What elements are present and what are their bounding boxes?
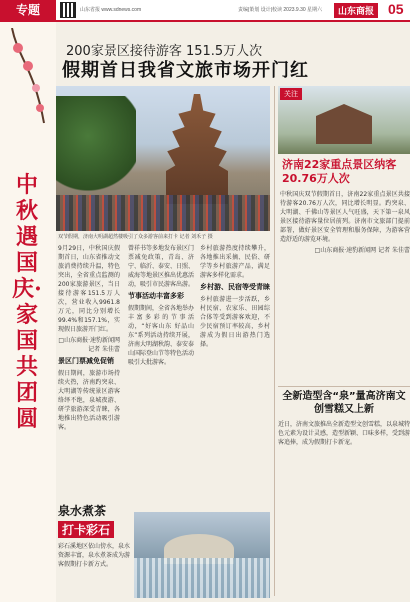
sidebar-divider <box>278 386 410 387</box>
sidebar-byline: □山东商报·速豹新闻网 记者 朱佳蕾 <box>314 247 410 254</box>
article-byline: □山东商报·速豹新闻网 记者 朱佳蕾 <box>58 337 120 353</box>
sidebar-paragraph: 中秋国庆双节假期首日，济南22家重点景区共接待游客20.76万人次，同比增长明显。趵突泉、大明湖、千佛山等景区人气旺盛，天下第一泉风景区接待游客量位居前列。济南市文旅部门提前部署，做好景区安全管理和服务保障，为游客营造舒适的游览环境。 <box>280 191 410 243</box>
left-decor-column <box>0 22 56 602</box>
sidebar-photo <box>278 86 410 154</box>
qr-code-icon <box>60 2 76 18</box>
lead-photo <box>56 86 270 231</box>
plum-blossom-icon <box>4 28 52 128</box>
lead-photo-caption: 双节假期，济南大明湖超然楼吸引了众多游客前来打卡 记者 刘禾子 摄 <box>58 234 213 240</box>
column-divider <box>274 86 275 596</box>
headline-main: 假期首日我省文旅市场开门红 <box>62 60 309 81</box>
article-paragraph: 曾祥书等多地发布景区门票减免政策，青岛、济宁、临沂、泰安、日照、威海等地景区推出优惠活动，吸引市民游客出游。 <box>128 245 195 288</box>
sidebar-bottom-story <box>278 390 410 447</box>
gate-shape <box>316 104 372 144</box>
article-subheading: 景区门票减免促销 <box>58 357 114 365</box>
article-column-1 <box>58 244 120 432</box>
feature-title-2: 打卡彩石 <box>58 521 114 538</box>
article-subheading: 节事活动丰富多彩 <box>128 292 184 300</box>
paper-name: 山东商报 <box>334 3 378 18</box>
article-paragraph: 乡村旅游热度持续攀升，各地推出采摘、民俗、研学等乡村旅游产品，满足游客多样化需求。 <box>200 245 270 279</box>
sidebar-top-story <box>278 86 410 386</box>
sidebar2-paragraph: 近日，济南文旅推出全新造型文创雪糕，以泉城特色元素为设计灵感，造型新颖、口味多样，受到游客追捧，成为假期打卡新宠。 <box>278 421 410 446</box>
crowd-shape <box>56 195 270 231</box>
square-photo <box>134 512 270 598</box>
tower-shape <box>166 94 228 204</box>
article-paragraph: 9月29日，中秋国庆假期首日，山东省推动文旅消费持续升温，特色突出，全省重点监测的200家旅游景区，当日接待游客151.5万人次，营业收入9961.8万元，同比分别增长99.4%和157.1%，实现假日旅游开门红。 <box>58 245 120 333</box>
fountain-shape <box>134 558 270 598</box>
date-text: 2023.9.30 星期六 <box>283 7 323 13</box>
section-tag: 专题 <box>0 0 56 20</box>
article-subheading: 乡村游、民宿等受青睐 <box>200 283 270 291</box>
article-paragraph: 假日期间，旅游市场持续火热，济南趵突泉、大明湖等传统景区游客络绎不绝，泉城夜游、研学旅游深受青睐，各地推出特色活动吸引游客。 <box>58 370 120 431</box>
sidebar-title: 济南22家重点景区纳客20.76万人次 <box>282 158 397 185</box>
article-column-3 <box>200 244 270 349</box>
page-banner <box>0 0 410 22</box>
sidebar-text-block <box>280 190 410 255</box>
article-paragraph: 假期期间，全省各地举办丰富多彩的节事活动，“好客山东 好品山东”系列活动持续开展，济南大明湖秋韵、泰安泰山国际登山节等特色活动吸引大批游客。 <box>128 305 195 366</box>
page-number: 05 <box>388 1 404 17</box>
tree-shape <box>56 96 136 196</box>
feature-paragraph: 彩石溪地区依山傍水，泉水资源丰富，泉水煮茶成为游客假期打卡新方式。 <box>58 543 131 568</box>
vertical-slogan: 中秋遇国庆·家国共团圆 <box>12 172 42 432</box>
meta-text: 责编|策划 设计|校读 2023.9.30 星期六 <box>238 7 323 13</box>
headline-sub: 200家景区接待游客 151.5万人次 <box>66 44 263 59</box>
feature-story <box>58 502 130 569</box>
feature-title-1: 泉水煮茶 <box>58 504 107 518</box>
sidebar2-title: 全新造型含“泉”量高济南文创雪糕又上新 <box>282 391 406 415</box>
article-column-2 <box>128 244 194 367</box>
site-text: 山东省报 www.sdnews.com <box>80 7 142 13</box>
main-content <box>56 22 410 602</box>
article-paragraph: 乡村旅游进一步活跃，乡村民宿、农家乐、田园综合体等受到游客欢迎，不少民宿预订率较高，乡村游成为假日出游热门选择。 <box>200 296 270 348</box>
focus-badge: 关注 <box>280 88 302 100</box>
